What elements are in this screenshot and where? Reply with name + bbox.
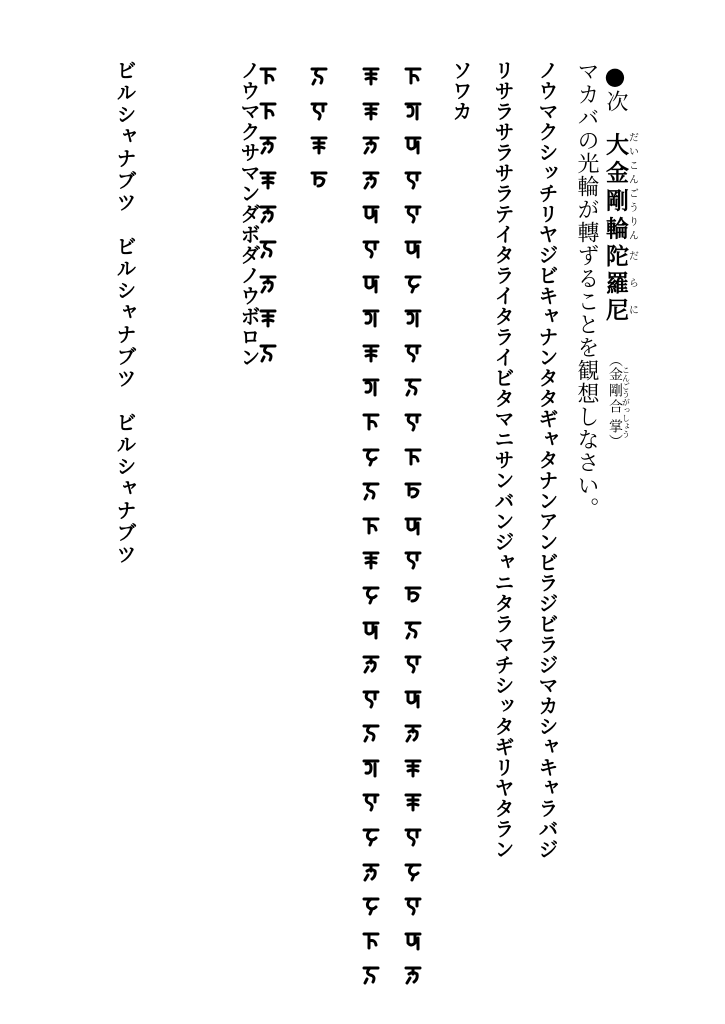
siddham-glyph-ra <box>361 237 381 259</box>
heading-label: 次 <box>603 90 628 112</box>
siddham-glyph-nta <box>258 202 278 224</box>
katakana-mantra-2: ノウマクサマンダボダノウボロン <box>237 60 261 368</box>
siddham-glyph-ni <box>361 790 381 812</box>
katakana-mantra-3: ビルシャナブツ ビルシャナブツ ビルシャナブツ <box>113 60 137 566</box>
siddham-glyph-sa <box>258 133 278 155</box>
siddham-glyph-tram <box>309 99 329 121</box>
siddham-glyph-ra <box>403 618 423 640</box>
siddham-glyph-ta <box>403 375 423 397</box>
siddham-glyph-yi <box>361 514 381 536</box>
siddham-glyph-vi <box>403 687 423 709</box>
katakana-line-2: リサラサラサラテイタライタライビタマニサンバンジャニタラマチシッタギリヤタラン <box>491 60 515 860</box>
siddham-glyph-dha <box>361 583 381 605</box>
siddham-glyph-ma <box>258 168 278 190</box>
title-char: 金こん <box>602 160 638 188</box>
siddham-glyph-svā <box>309 133 329 155</box>
siddham-glyph-te <box>403 479 423 501</box>
siddham-glyph-ka <box>403 237 423 259</box>
siddham-glyph-ma <box>403 790 423 812</box>
siddham-glyph-ta <box>361 99 381 121</box>
siddham-glyph-nām <box>258 306 278 328</box>
siddham-glyph-om <box>403 548 423 570</box>
title-char: 大だい <box>602 132 638 160</box>
siddham-glyph-ha <box>403 825 423 847</box>
title-char: 剛ごう <box>602 188 638 216</box>
siddham-glyph-gri <box>309 64 329 86</box>
siddham-glyph-si <box>361 929 381 951</box>
siddham-glyph-ga <box>403 445 423 467</box>
title-char: 尼に <box>602 298 638 325</box>
siddham-glyph-mah <box>258 99 278 121</box>
siddham-glyph-te <box>361 272 381 294</box>
siddham-glyph-ra <box>403 721 423 743</box>
siddham-glyph-hā <box>309 168 329 190</box>
siddham-glyph-tra <box>361 825 381 847</box>
siddham-glyph-tra <box>361 410 381 432</box>
title-char: 陀だ <box>602 244 638 271</box>
siddham-glyph-ta <box>361 168 381 190</box>
katakana-line-1: ノウマクシッチリヤジビキャナンタタギャタナンアンビラジビラジマカシャキャラバジ <box>535 60 559 860</box>
siddham-glyph-bha <box>361 721 381 743</box>
dharani-title <box>602 132 638 325</box>
siddham-glyph-te <box>361 375 381 397</box>
siddham-glyph-na <box>403 64 423 86</box>
siddham-glyph-jri <box>403 963 423 985</box>
mudra-note: （金こん剛ごう合がっ掌しょう） <box>607 353 631 448</box>
title-char: 羅ら <box>602 271 638 298</box>
siddham-glyph-rva <box>403 341 423 363</box>
siddham-glyph-ma <box>403 99 423 121</box>
siddham-glyph-tha <box>403 410 423 432</box>
title-char: 輪りん <box>602 216 638 244</box>
siddham-glyph-ma <box>361 860 381 882</box>
siddham-glyph-ddha <box>361 963 381 985</box>
siddham-glyph-ra <box>361 341 381 363</box>
siddham-glyph-vi <box>361 548 381 570</box>
siddham-glyph-ddhā <box>258 272 278 294</box>
siddham-glyph-nja <box>361 756 381 778</box>
siddham-glyph-sa <box>361 306 381 328</box>
siddham-glyph-stri <box>403 133 423 155</box>
siddham-glyph-ji <box>403 756 423 778</box>
siddham-glyph-na <box>258 64 278 86</box>
siddham-glyph-sam <box>361 687 381 709</box>
siddham-glyph-ti <box>361 894 381 916</box>
siddham-glyph-tra <box>361 479 381 501</box>
siddham-glyph-sa <box>361 202 381 224</box>
siddham-glyph-ma <box>361 618 381 640</box>
siddham-glyph-ni <box>361 652 381 674</box>
siddham-glyph-sa <box>361 64 381 86</box>
siddham-glyph-dhvi <box>403 202 423 224</box>
siddham-glyph-bhyah <box>403 514 423 536</box>
siddham-glyph-nam <box>403 272 423 294</box>
siddham-column-3 <box>307 64 331 190</box>
siddham-glyph-ya <box>403 168 423 190</box>
siddham-glyph-vi <box>403 583 423 605</box>
siddham-glyph-sa <box>403 306 423 328</box>
siddham-glyph-ji <box>403 652 423 674</box>
siddham-glyph-kra <box>403 894 423 916</box>
katakana-line-3: ソワカ <box>449 60 473 122</box>
siddham-glyph-ca <box>403 860 423 882</box>
siddham-glyph-sa <box>361 133 381 155</box>
siddham-glyph-va <box>403 929 423 951</box>
visualization-instruction: マカバの光輪が轉ずることを観想しなさい。 <box>574 60 599 520</box>
bullet-icon: ● <box>601 62 629 90</box>
heading-column <box>603 62 637 448</box>
siddham-glyph-yi <box>361 445 381 467</box>
siddham-glyph-bu <box>258 237 278 259</box>
siddham-column-1 <box>401 64 425 985</box>
siddham-column-2 <box>359 64 383 985</box>
siddham-glyph-vam <box>258 341 278 363</box>
